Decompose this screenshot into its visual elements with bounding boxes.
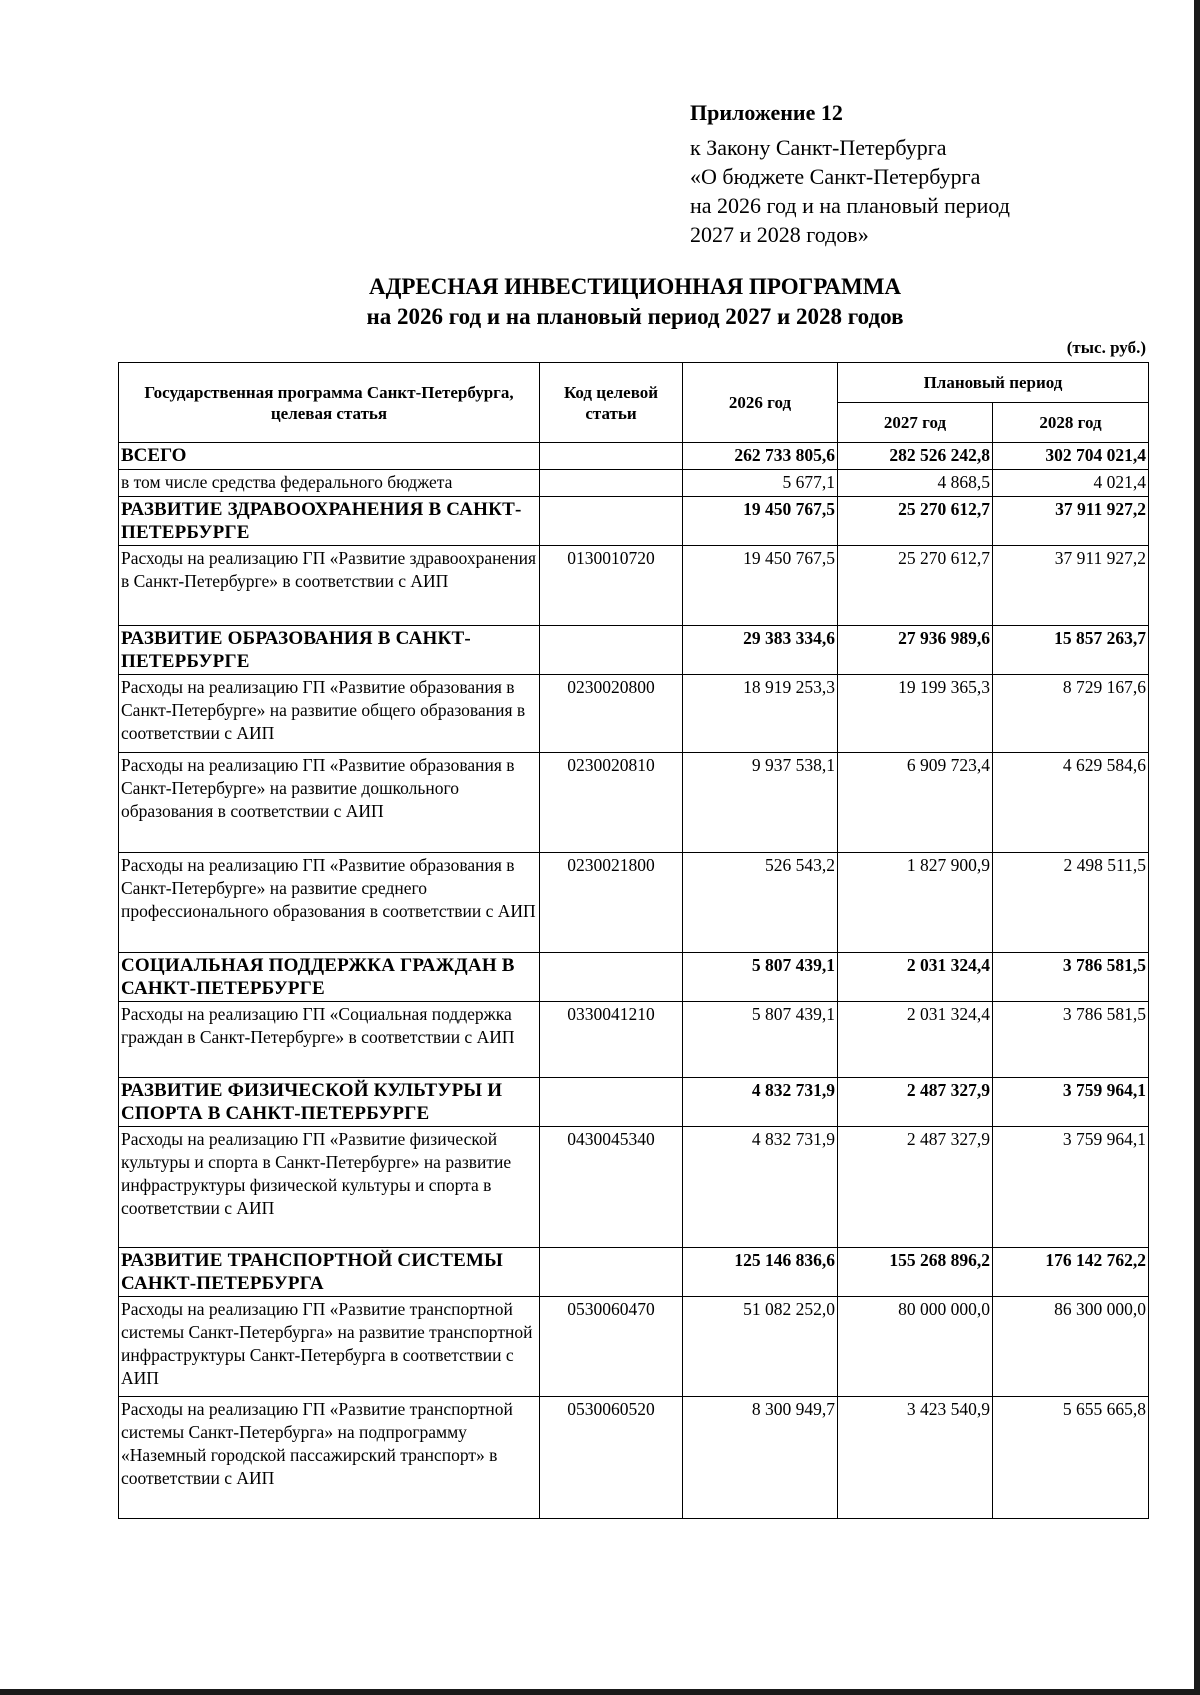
row-2027: 155 268 896,2: [838, 1248, 993, 1297]
appendix-line: «О бюджете Санкт-Петербурга: [690, 164, 981, 189]
row-2028: 86 300 000,0: [993, 1297, 1149, 1397]
row-2027: 2 031 324,4: [838, 953, 993, 1002]
table-row: [119, 546, 1149, 626]
row-2028: 37 911 927,2: [993, 497, 1149, 546]
row-2028: 4 021,4: [993, 470, 1149, 497]
row-2026: 5 807 439,1: [683, 1002, 838, 1078]
row-name: Расходы на реализацию ГП «Развитие образования в Санкт-Петербурге» на развитие среднего профессионального образования в соответствии с АИП: [119, 853, 540, 953]
row-2027: 3 423 540,9: [838, 1397, 993, 1519]
row-2026: 125 146 836,6: [683, 1248, 838, 1297]
row-2027: 19 199 365,3: [838, 675, 993, 753]
row-name: Расходы на реализацию ГП «Развитие образования в Санкт-Петербурге» на развитие общего образования в соответствии с АИП: [119, 675, 540, 753]
row-2027: 2 487 327,9: [838, 1078, 993, 1127]
table-row: [119, 1002, 1149, 1078]
row-code: [540, 470, 683, 497]
row-2026: 19 450 767,5: [683, 497, 838, 546]
table-row: [119, 1127, 1149, 1248]
row-name: Расходы на реализацию ГП «Развитие здравоохранения в Санкт-Петербурге» в соответствии с АИП: [119, 546, 540, 626]
row-2027: 1 827 900,9: [838, 853, 993, 953]
table-row: [119, 753, 1149, 853]
header-2027: 2027 год: [838, 403, 993, 443]
row-2028: 4 629 584,6: [993, 753, 1149, 853]
row-code: [540, 1078, 683, 1127]
row-2028: 3 759 964,1: [993, 1127, 1149, 1248]
row-2028: 5 655 665,8: [993, 1397, 1149, 1519]
row-2026: 5 677,1: [683, 470, 838, 497]
table-row-section: [119, 953, 1149, 1002]
row-2026: 9 937 538,1: [683, 753, 838, 853]
document-title-line1: АДРЕСНАЯ ИНВЕСТИЦИОННАЯ ПРОГРАММА: [368, 274, 902, 299]
appendix-line: 2027 и 2028 годов»: [690, 222, 869, 247]
appendix-line: к Закону Санкт-Петербурга: [690, 135, 947, 160]
row-2028: 302 704 021,4: [993, 443, 1149, 470]
row-name: РАЗВИТИЕ ТРАНСПОРТНОЙ СИСТЕМЫ САНКТ-ПЕТЕРБУРГА: [119, 1248, 540, 1297]
row-2026: 18 919 253,3: [683, 675, 838, 753]
row-name: в том числе средства федерального бюджета: [119, 470, 540, 497]
units-label: (тыс. руб.): [1066, 338, 1146, 357]
header-planned-period: Плановый период: [838, 363, 1149, 403]
row-code: 0430045340: [540, 1127, 683, 1248]
row-2026: 526 543,2: [683, 853, 838, 953]
document-title-line2: на 2026 год и на плановый период 2027 и 2028 годов: [366, 304, 904, 329]
row-2028: 37 911 927,2: [993, 546, 1149, 626]
row-2028: 3 786 581,5: [993, 953, 1149, 1002]
row-code: 0330041210: [540, 1002, 683, 1078]
investment-program-table: [118, 362, 1149, 1519]
row-code: 0530060520: [540, 1397, 683, 1519]
row-name: Расходы на реализацию ГП «Развитие транспортной системы Санкт-Петербурга» на развитие транспортной инфраструктуры Санкт-Петербурга в соответствии с АИП: [119, 1297, 540, 1397]
appendix-block: [690, 98, 1010, 249]
row-code: [540, 1248, 683, 1297]
header-2028: 2028 год: [993, 403, 1149, 443]
row-2026: 19 450 767,5: [683, 546, 838, 626]
row-2028: 176 142 762,2: [993, 1248, 1149, 1297]
row-2026: 4 832 731,9: [683, 1127, 838, 1248]
row-2026: 4 832 731,9: [683, 1078, 838, 1127]
row-2027: 2 031 324,4: [838, 1002, 993, 1078]
table-row: [119, 853, 1149, 953]
row-2026: 5 807 439,1: [683, 953, 838, 1002]
header-2026: 2026 год: [683, 363, 838, 443]
appendix-title: Приложение 12: [690, 100, 843, 125]
row-code: 0230021800: [540, 853, 683, 953]
row-name: Расходы на реализацию ГП «Развитие образования в Санкт-Петербурге» на развитие дошкольного образования в соответствии с АИП: [119, 753, 540, 853]
table-row: [119, 470, 1149, 497]
row-name: Расходы на реализацию ГП «Социальная поддержка граждан в Санкт-Петербурге» в соответствии с АИП: [119, 1002, 540, 1078]
row-name: РАЗВИТИЕ ЗДРАВООХРАНЕНИЯ В САНКТ-ПЕТЕРБУРГЕ: [119, 497, 540, 546]
row-2028: 8 729 167,6: [993, 675, 1149, 753]
row-code: [540, 497, 683, 546]
row-name: ВСЕГО: [119, 443, 540, 470]
row-2027: 80 000 000,0: [838, 1297, 993, 1397]
row-code: 0530060470: [540, 1297, 683, 1397]
row-code: 0230020800: [540, 675, 683, 753]
page-edge: [1194, 0, 1200, 1695]
header-code: Код целевой статьи: [540, 363, 683, 443]
row-2027: 4 868,5: [838, 470, 993, 497]
row-name: СОЦИАЛЬНАЯ ПОДДЕРЖКА ГРАЖДАН В САНКТ-ПЕТЕРБУРГЕ: [119, 953, 540, 1002]
row-2028: 3 786 581,5: [993, 1002, 1149, 1078]
row-2026: 29 383 334,6: [683, 626, 838, 675]
page-edge: [0, 1689, 1200, 1695]
row-code: [540, 953, 683, 1002]
table-row-section: [119, 497, 1149, 546]
row-code: 0130010720: [540, 546, 683, 626]
row-2028: 3 759 964,1: [993, 1078, 1149, 1127]
table-row: [119, 675, 1149, 753]
row-name: Расходы на реализацию ГП «Развитие транспортной системы Санкт-Петербурга» на подпрограмму «Наземный городской пассажирский транспорт» в соответствии с АИП: [119, 1397, 540, 1519]
table-row-section: [119, 626, 1149, 675]
row-name: РАЗВИТИЕ ОБРАЗОВАНИЯ В САНКТ-ПЕТЕРБУРГЕ: [119, 626, 540, 675]
row-2027: 25 270 612,7: [838, 546, 993, 626]
row-code: [540, 443, 683, 470]
table-row: [119, 1397, 1149, 1519]
row-2027: 6 909 723,4: [838, 753, 993, 853]
row-code: [540, 626, 683, 675]
table-row: [119, 1297, 1149, 1397]
row-2027: 25 270 612,7: [838, 497, 993, 546]
row-2028: 15 857 263,7: [993, 626, 1149, 675]
row-name: Расходы на реализацию ГП «Развитие физической культуры и спорта в Санкт-Петербурге» на развитие инфраструктуры физической культуры и спорта в соответствии с АИП: [119, 1127, 540, 1248]
row-2027: 27 936 989,6: [838, 626, 993, 675]
row-name: РАЗВИТИЕ ФИЗИЧЕСКОЙ КУЛЬТУРЫ И СПОРТА В САНКТ-ПЕТЕРБУРГЕ: [119, 1078, 540, 1127]
table-row-total: [119, 443, 1149, 470]
row-2026: 8 300 949,7: [683, 1397, 838, 1519]
appendix-line: на 2026 год и на плановый период: [690, 193, 1010, 218]
row-2026: 51 082 252,0: [683, 1297, 838, 1397]
row-2026: 262 733 805,6: [683, 443, 838, 470]
table-row-section: [119, 1248, 1149, 1297]
header-program: Государственная программа Санкт-Петербурга, целевая статья: [119, 363, 540, 443]
row-2027: 282 526 242,8: [838, 443, 993, 470]
document-title: [0, 272, 1200, 332]
table-row-section: [119, 1078, 1149, 1127]
row-2028: 2 498 511,5: [993, 853, 1149, 953]
row-2027: 2 487 327,9: [838, 1127, 993, 1248]
row-code: 0230020810: [540, 753, 683, 853]
